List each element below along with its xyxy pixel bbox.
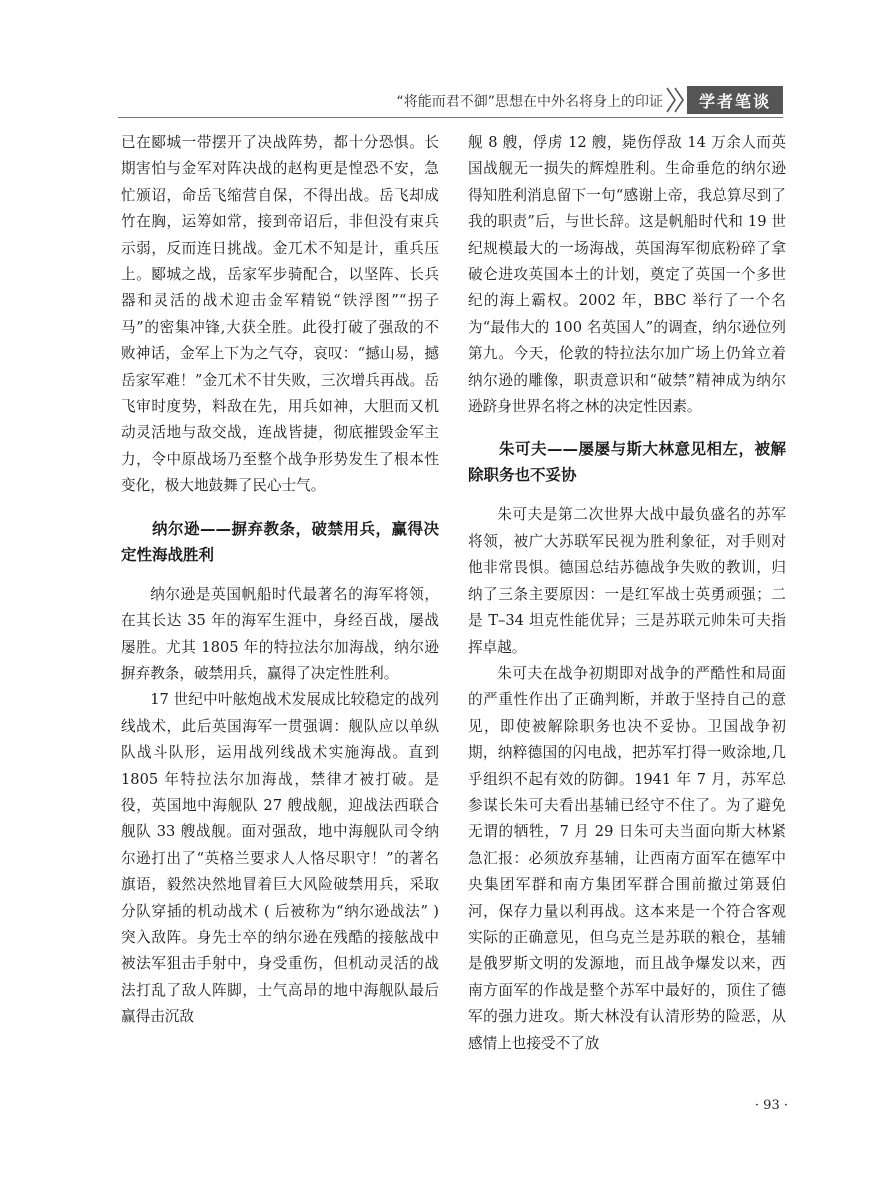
section-badge: 学者笔谈 bbox=[687, 86, 783, 114]
section-heading-zhukov: 朱可夫——屡屡与斯大林意见相左，被解除职务也不妥协 bbox=[468, 440, 786, 485]
right-column bbox=[468, 130, 786, 1057]
header-divider bbox=[118, 117, 783, 118]
paragraph: 舰 8 艘，俘虏 12 艘，毙伤俘敌 14 万余人而英国战舰无一损失的辉煌胜利。生命垂危的纳尔逊得知胜利消息留下一句“感谢上帝，我总算尽到了我的职责”后，与世长辞。这是帆船时代和 19 世纪规模最大的一场海战，英国海军彻底粉碎了拿破仑进攻英国本土的计划，奠定了英国一个多世纪的海上霸权。2002 年，BBC 举行了一个名为“最伟大的 100 名英国人”的调查，纳尔逊位列第九。今天，伦敦的特拉法尔加广场上仍耸立着纳尔逊的雕像，职责意识和“破禁”精神成为纳尔逊跻身世界名将之林的决定性因素。 bbox=[468, 134, 786, 416]
paragraph: 朱可夫在战争初期即对战争的严酷性和局面的严重性作出了正确判断，并敢于坚持自己的意见，即使被解除职务也决不妥协。卫国战争初期，纳粹德国的闪电战，把苏军打得一败涂地,几乎组织不起有效的防御。1941 年 7 月，苏军总参谋长朱可夫看出基辅已经守不住了。为了避免无谓的牺牲，7 月 29 日朱可夫当面向斯大林紧急汇报：必须放弃基辅，让西南方面军在德军中央集团军群和南方集团军群合围前撤过第聂伯河，保存力量以利再战。这本来是一个符合客观实际的正确意见，但乌克兰是苏联的粮仓，基辅是俄罗斯文明的发源地，而且战争爆发以来，西南方面军的作战是整个苏军中最好的，顶住了德军的强力进攻。斯大林没有认清形势的险恶，从感情上也接受不了放 bbox=[468, 664, 786, 1052]
section-heading-nelson: 纳尔逊——摒弃教条，破禁用兵，赢得决定性海战胜利 bbox=[121, 519, 439, 564]
running-header bbox=[118, 85, 783, 117]
paragraph: 朱可夫是第二次世界大战中最负盛名的苏军将领，被广大苏联军民视为胜利象征，对手则对他非常畏惧。德国总结苏德战争失败的教训，归纳了三条主要原因：一是红军战士英勇顽强；二是 T–34 坦克性能优异；三是苏联元帅朱可夫指挥卓越。 bbox=[468, 506, 786, 656]
running-header-title: “将能而君不御”思想在中外名将身上的印证 bbox=[396, 94, 663, 110]
paragraph: 已在郾城一带摆开了决战阵势，都十分恐惧。长期害怕与金军对阵决战的赵构更是惶恐不安，急忙颁诏，命岳飞缩营自保，不得出战。岳飞却成竹在胸，运筹如常，接到帝诏后，非但没有束兵示弱，反而连日挑战。金兀术不知是计，重兵压上。郾城之战，岳家军步骑配合，以坚阵、长兵器和灵活的战术迎击金军精锐“铁浮图”“拐子马”的密集冲锋,大获全胜。此役打破了强敌的不败神话，金军上下为之气夺，哀叹：“撼山易，撼岳家军难！”金兀术不甘失败，三次增兵再战。岳飞审时度势，料敌在先，用兵如神，大胆而又机动灵活地与敌交战，连战皆捷，彻底摧毁金军主力，令中原战场乃至整个战争形势发生了根本性变化，极大地鼓舞了民心士气。 bbox=[121, 134, 439, 495]
paragraph: 17 世纪中叶舷炮战术发展成比较稳定的战列线战术，此后英国海军一贯强调：舰队应以单纵队战斗队形，运用战列线战术实施海战。直到 1805 年特拉法尔加海战，禁律才被打破。是役，英国地中海舰队 27 艘战舰，迎战法西联合舰队 33 艘战舰。面对强敌，地中海舰队司令纳尔逊打出了“英格兰要求人人恪尽职守！”的著名旗语，毅然决然地冒着巨大风险破禁用兵，采取分队穿插的机动战术 ( 后被称为“纳尔逊战法” ) 突入敌阵。身先士卒的纳尔逊在残酷的接舷战中被法军狙击手射中，身受重伤，但机动灵活的战法打乱了敌人阵脚，士气高昂的地中海舰队最后赢得击沉敌 bbox=[121, 691, 439, 1026]
paragraph: 纳尔逊是英国帆船时代最著名的海军将领，在其长达 35 年的海军生涯中，身经百战，屡战屡胜。尤其 1805 年的特拉法尔加海战，纳尔逊摒弃教条，破禁用兵，赢得了决定性胜利。 bbox=[121, 585, 439, 682]
double-chevron-icon bbox=[665, 85, 687, 115]
page-number: · 93 · bbox=[754, 1098, 788, 1113]
left-column bbox=[121, 130, 439, 1031]
